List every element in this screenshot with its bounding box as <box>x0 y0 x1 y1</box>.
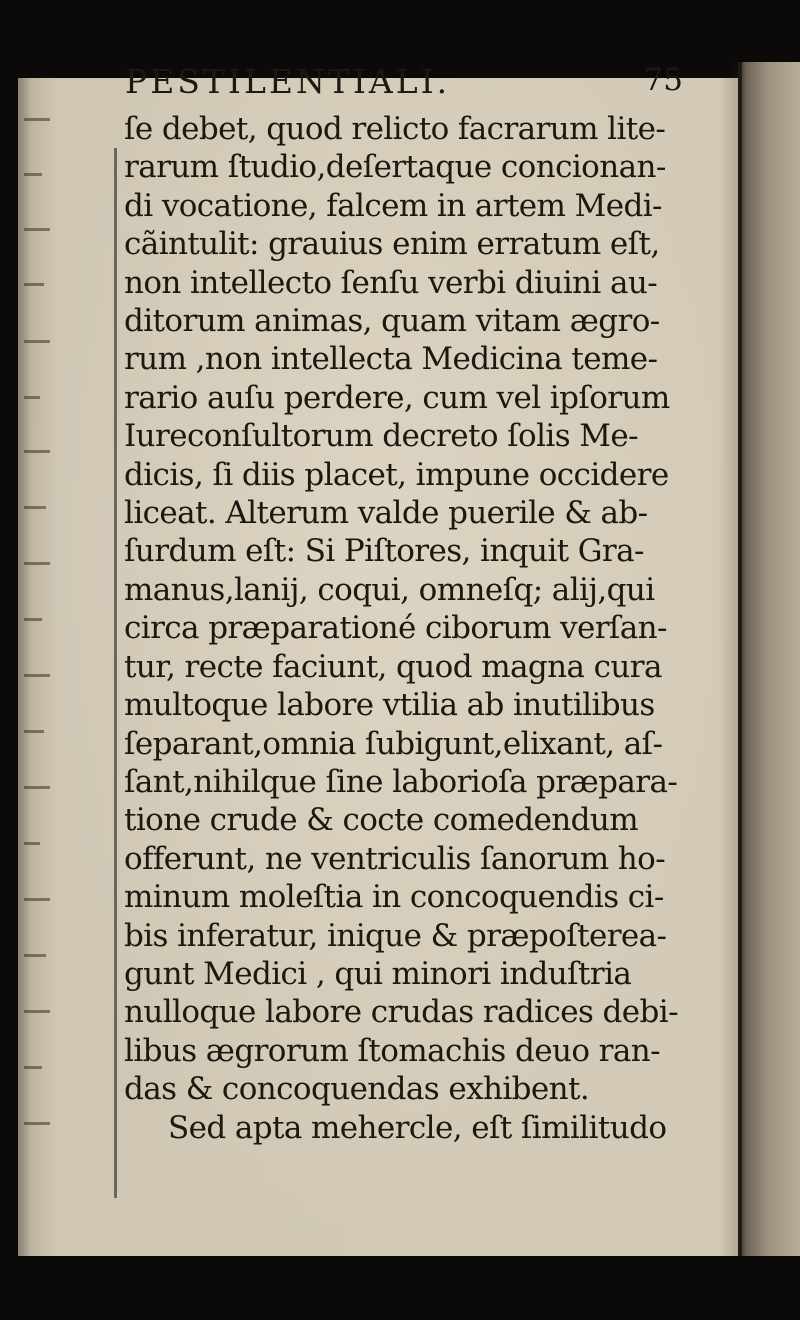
text-line: Iureconſultorum decreto ſolis Me- <box>124 418 639 455</box>
text-line: tur, recte faciunt, quod magna cura <box>124 648 662 685</box>
text-line: tione crude & cocte comedendum <box>124 802 639 839</box>
text-line: liceat. Alterum valde puerile & ab- <box>124 495 648 532</box>
text-line: ſeparant,omnia ſubigunt,elixant, aſ- <box>124 725 663 762</box>
text-line: gunt Medici , qui minori induſtria <box>124 955 632 992</box>
page-header <box>125 60 695 110</box>
text-line: nulloque labore crudas radices debi- <box>124 994 678 1031</box>
text-line: multoque labore vtilia ab inutilibus <box>124 687 655 724</box>
text-line: manus,lanij, coqui, omneſq; alij,qui <box>124 571 655 608</box>
text-line: rario auſu perdere, cum vel ipſorum <box>124 379 670 416</box>
page-number: 75 <box>643 62 683 98</box>
text-line: dicis, ſi diis placet, impune occidere <box>124 456 669 493</box>
text-line: ſe debet, quod relicto facrarum lite- <box>124 111 666 147</box>
text-line: libus ægrorum ſtomachis deuo ran- <box>124 1032 660 1069</box>
text-line: Sed apta mehercle, eſt ſimilitudo <box>168 1109 667 1146</box>
facing-page-bleed <box>18 78 78 1256</box>
text-line: rum ,non intellecta Medicina teme- <box>124 341 658 378</box>
gutter-line <box>114 148 117 1198</box>
text-line: ſurdum eſt: Si Piſtores, inquit Gra- <box>124 533 644 570</box>
text-line: circa præparationé ciborum verſan- <box>124 610 667 647</box>
text-line: das & concoquendas exhibent. <box>124 1071 590 1108</box>
adjacent-page-edge <box>738 62 800 1272</box>
body-text <box>124 110 724 1147</box>
running-title: PESTILENTIALI. <box>125 62 451 101</box>
text-line: minum moleſtia in concoquendis ci- <box>124 879 664 916</box>
text-line: bis inferatur, inique & præpoſterea- <box>124 917 667 954</box>
text-line: rarum ſtudio,deſertaque concionan- <box>124 149 666 186</box>
text-line: non intellecto ſenſu verbi diuini au- <box>124 264 658 301</box>
text-line: offerunt, ne ventriculis ſanorum ho- <box>124 840 666 877</box>
text-line: cãintulit: grauius enim erratum eſt, <box>124 226 660 263</box>
text-line: ditorum animas, quam vitam ægro- <box>124 303 660 340</box>
scan-background <box>0 1256 800 1320</box>
text-line: ſant,nihilque ſine laborioſa præpara- <box>124 763 678 800</box>
text-line: di vocatione, falcem in artem Medi- <box>124 187 662 224</box>
